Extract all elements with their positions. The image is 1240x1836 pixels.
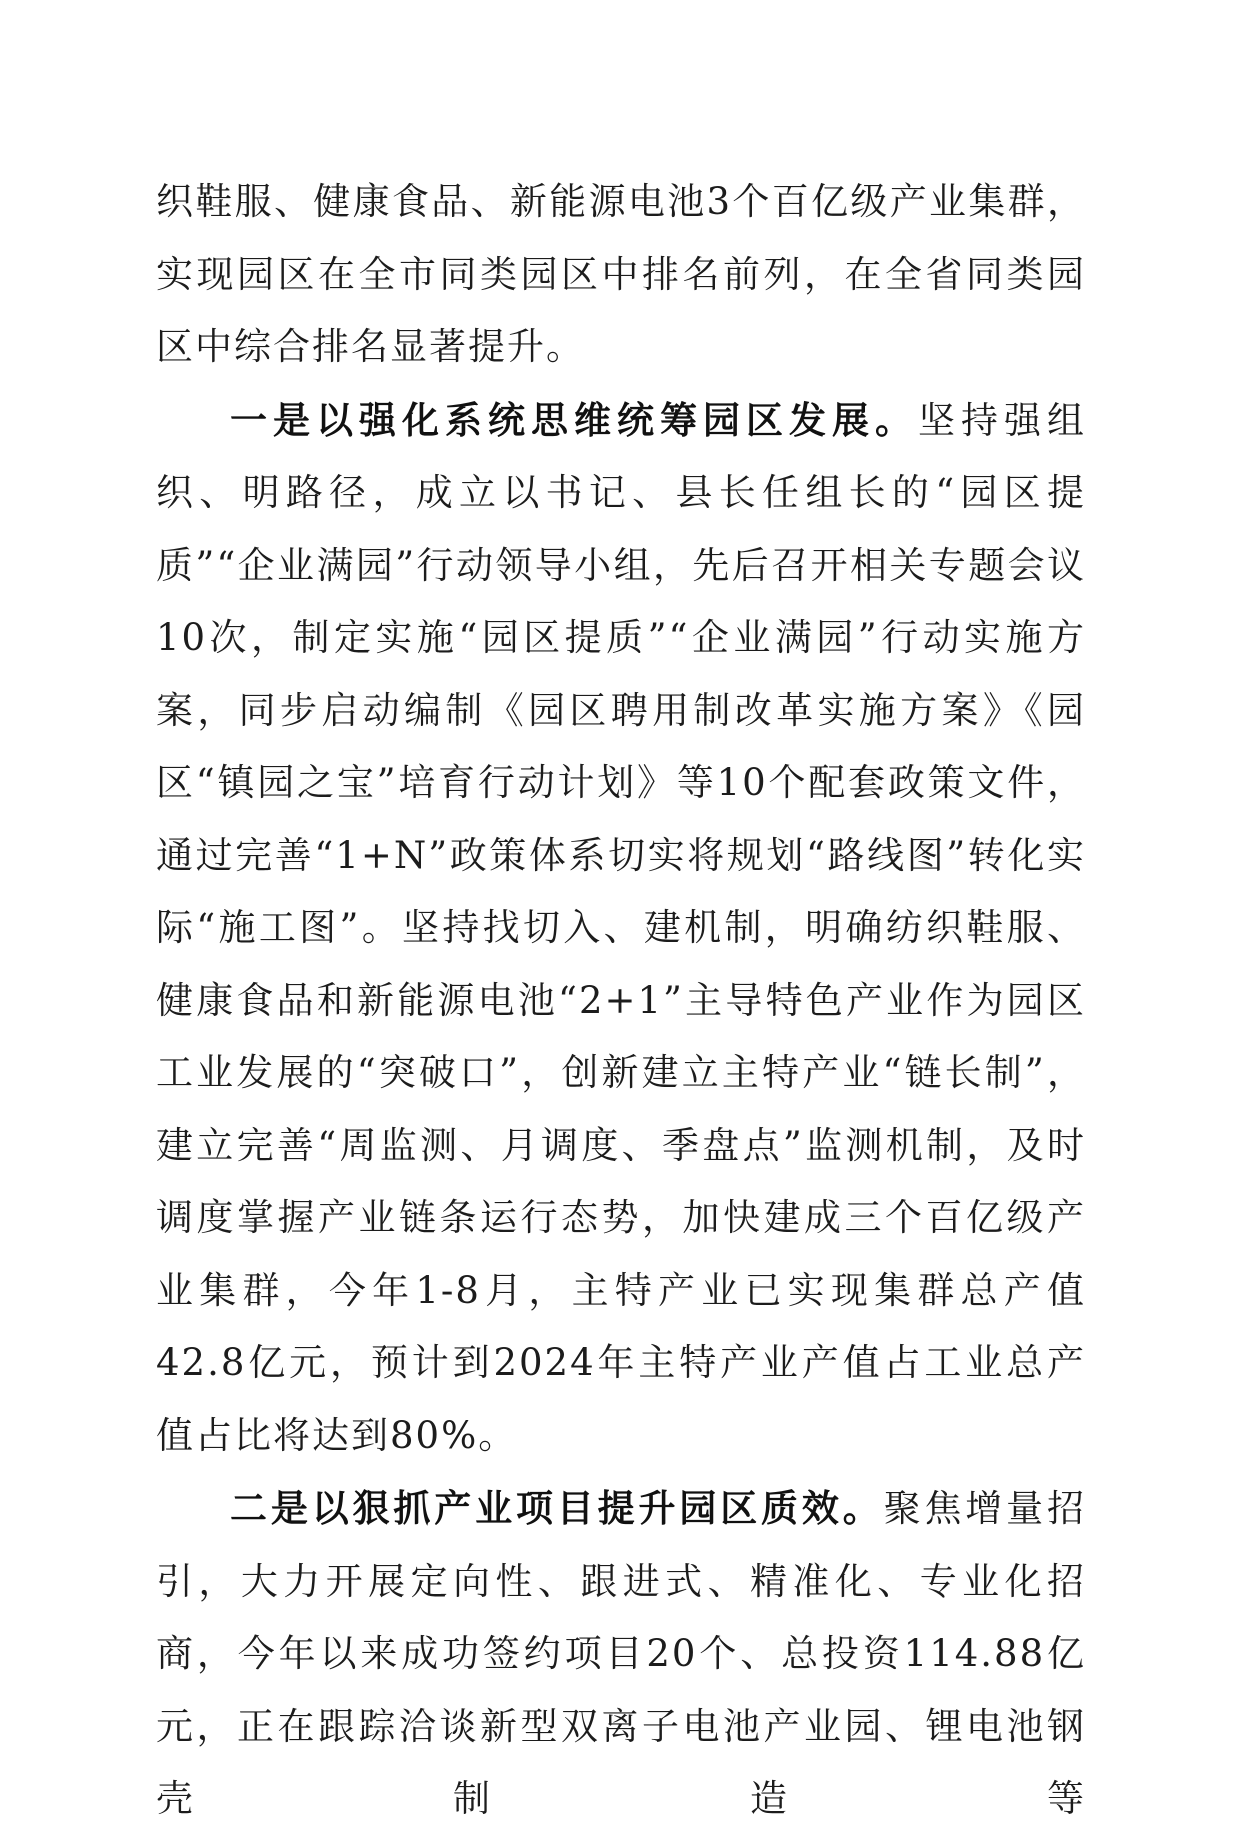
paragraph-lead-heading: 一是以强化系统思维统筹园区发展。: [230, 397, 918, 442]
paragraph-text: 织鞋服、健康食品、新能源电池3个百亿级产业集群，实现园区在全市同类园区中排名前列，在全省同类园区中综合排名显著提升。: [156, 180, 1086, 368]
paragraph-text: 坚持强组织、明路径，成立以书记、县长任组长的“园区提质”“企业满园”行动领导小组，先后召开相关专题会议10次，制定实施“园区提质”“企业满园”行动实施方案，同步启动编制《园区聘用制改革实施方案》《园区“镇园之宝”培育行动计划》等10个配套政策文件，通过完善“1+N”政策体系切实将规划“路线图”转化实际“施工图”。坚持找切入、建机制，明确纺织鞋服、健康食品和新能源电池“2+1”主导特色产业作为园区工业发展的“突破口”，创新建立主特产业“链长制”，建立完善“周监测、月调度、季盘点”监测机制，及时调度掌握产业链条运行态势，加快建成三个百亿级产业集群，今年1-8月，主特产业已实现集群总产值42.8亿元，预计到2024年主特产业产值占工业总产值占比将达到80%。: [156, 398, 1086, 1457]
paragraph-system-thinking: [156, 384, 1086, 1473]
paragraph-text: 聚焦增量招引，大力开展定向性、跟进式、精准化、专业化招商，今年以来成功签约项目20个、总投资114.88亿元，正在跟踪洽谈新型双离子电池产业园、锂电池钢壳制造等: [156, 1487, 1087, 1820]
document-body: [156, 166, 1086, 1836]
paragraph-continuation: [156, 166, 1086, 384]
paragraph-lead-heading: 二是以狠抓产业项目提升园区质效。: [230, 1486, 884, 1530]
paragraph-industrial-projects: [156, 1472, 1086, 1836]
